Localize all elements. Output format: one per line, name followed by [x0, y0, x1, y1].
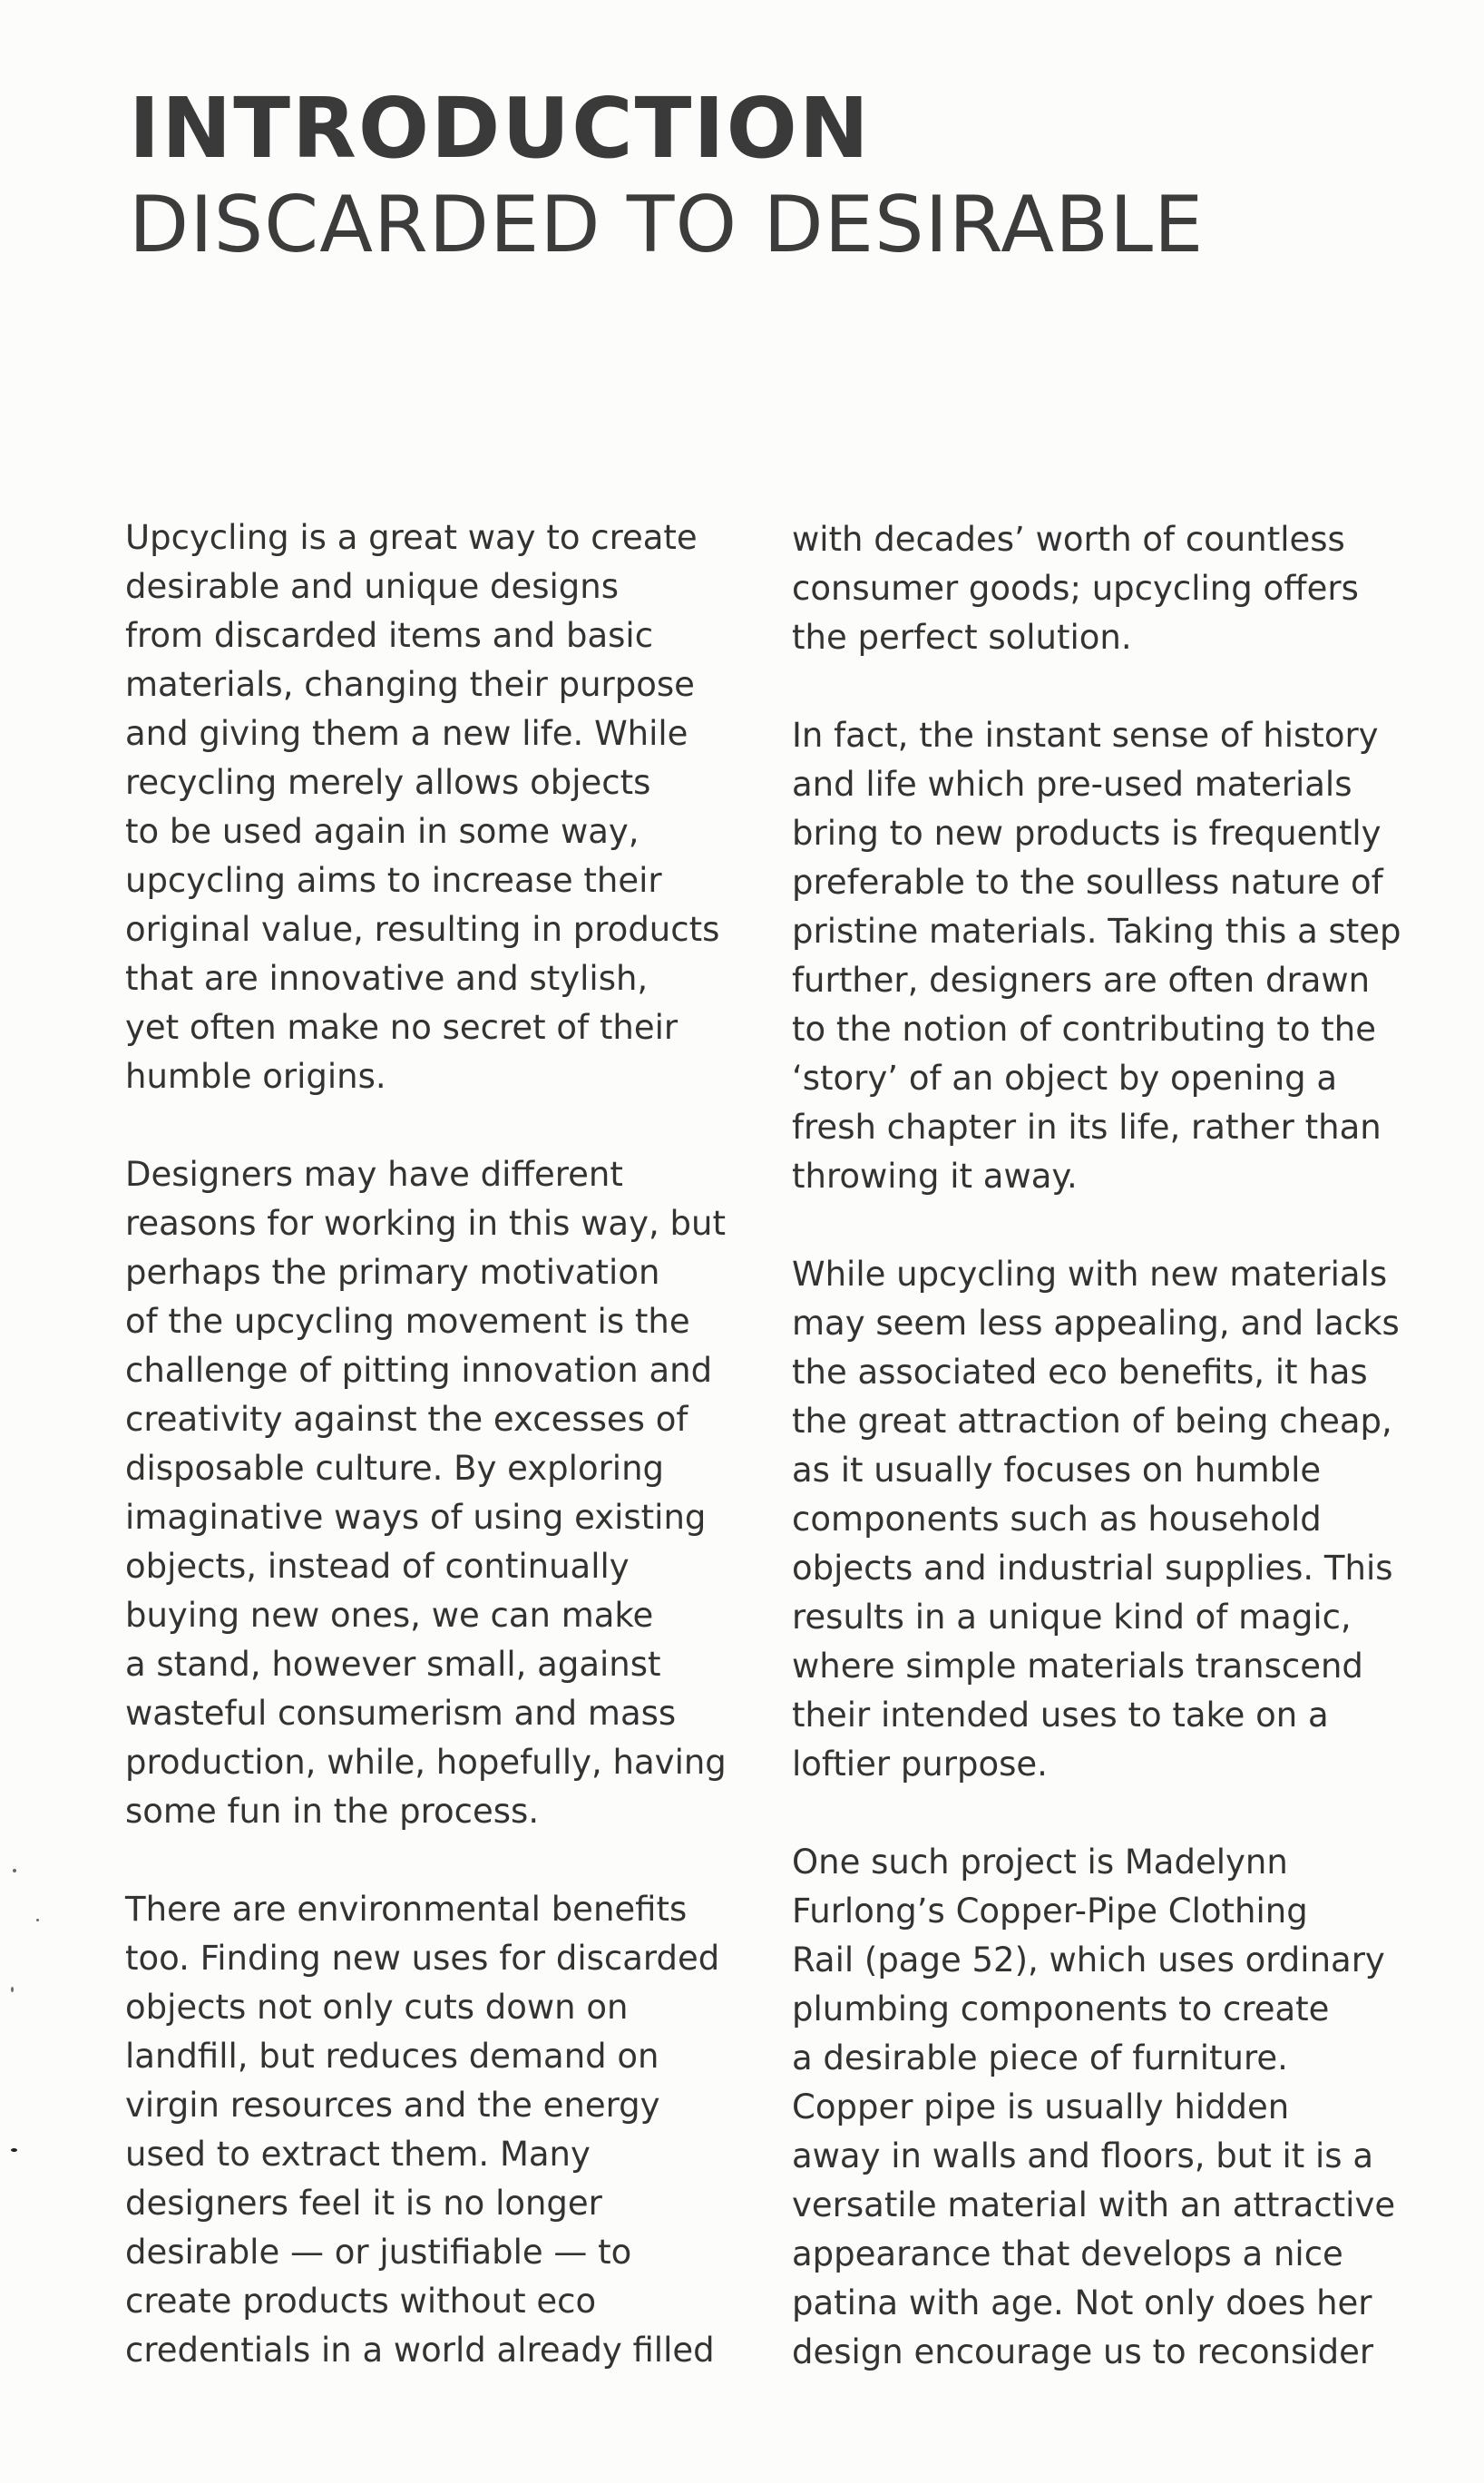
- text-line: recycling merely allows objects: [125, 763, 651, 802]
- text-line: as it usually focuses on humble: [792, 1451, 1322, 1490]
- right-paragraph-4: [792, 1838, 1427, 2377]
- paragraph-gap: [792, 662, 1427, 711]
- text-line: yet often make no secret of their: [125, 1008, 679, 1047]
- right-text-column: [792, 515, 1427, 2377]
- text-line: the perfect solution.: [792, 618, 1132, 657]
- text-line: a stand, however small, against: [125, 1645, 661, 1684]
- text-line: original value, resulting in products: [125, 910, 720, 949]
- text-line: creativity against the excesses of: [125, 1400, 688, 1439]
- title-block: [129, 80, 1399, 272]
- text-line: of the upcycling movement is the: [125, 1302, 690, 1341]
- text-line: disposable culture. By exploring: [125, 1449, 665, 1488]
- text-line: wasteful consumerism and mass: [125, 1694, 677, 1733]
- paragraph-gap: [125, 1836, 760, 1885]
- text-line: loftier purpose.: [792, 1745, 1048, 1784]
- text-line: versatile material with an attractive: [792, 2185, 1396, 2224]
- text-line: credentials in a world already filled: [125, 2331, 715, 2370]
- text-line: desirable — or justifiable — to: [125, 2233, 632, 2272]
- text-line: reasons for working in this way, but: [125, 1204, 726, 1243]
- text-line: While upcycling with new materials: [792, 1255, 1388, 1294]
- text-line: landfill, but reduces demand on: [125, 2037, 659, 2076]
- text-line: desirable and unique designs: [125, 567, 620, 606]
- text-line: There are environmental benefits: [125, 1890, 688, 1929]
- text-line: that are innovative and stylish,: [125, 959, 649, 998]
- text-line: components such as household: [792, 1500, 1322, 1539]
- text-line: their intended uses to take on a: [792, 1696, 1329, 1735]
- text-line: a desirable piece of furniture.: [792, 2038, 1288, 2077]
- text-line: may seem less appealing, and lacks: [792, 1304, 1400, 1343]
- text-line: One such project is Madelynn: [792, 1843, 1288, 1882]
- text-line: Rail (page 52), which uses ordinary: [792, 1940, 1385, 1980]
- text-line: design encourage us to reconsider: [792, 2332, 1374, 2371]
- scan-speck: [36, 1919, 39, 1921]
- text-line: create products without eco: [125, 2282, 597, 2321]
- text-line: upcycling aims to increase their: [125, 861, 662, 900]
- text-line: preferable to the soulless nature of: [792, 863, 1383, 902]
- text-line: the associated eco benefits, it has: [792, 1353, 1368, 1392]
- paragraph-gap: [792, 1789, 1427, 1838]
- scan-speck: [11, 1987, 14, 1992]
- left-paragraph-2: [125, 1150, 760, 1836]
- text-line: objects and industrial supplies. This: [792, 1549, 1393, 1588]
- text-line: materials, changing their purpose: [125, 665, 695, 704]
- left-text-column: [125, 513, 760, 2375]
- text-line: perhaps the primary motivation: [125, 1253, 660, 1292]
- text-line: too. Finding new uses for discarded: [125, 1939, 720, 1978]
- text-line: further, designers are often drawn: [792, 961, 1371, 1000]
- right-paragraph-3: [792, 1250, 1427, 1789]
- text-line: In fact, the instant sense of history: [792, 716, 1379, 755]
- text-line: from discarded items and basic: [125, 616, 654, 655]
- text-line: some fun in the process.: [125, 1792, 540, 1831]
- paragraph-gap: [125, 1101, 760, 1150]
- text-line: to the notion of contributing to the: [792, 1010, 1377, 1049]
- right-paragraph-1: [792, 515, 1427, 662]
- text-line: virgin resources and the energy: [125, 2086, 660, 2125]
- text-line: objects, instead of continually: [125, 1547, 630, 1586]
- text-line: results in a unique kind of magic,: [792, 1598, 1352, 1637]
- text-line: and life which pre-used materials: [792, 765, 1352, 804]
- text-line: to be used again in some way,: [125, 812, 639, 851]
- text-line: imaginative ways of using existing: [125, 1498, 707, 1537]
- text-line: where simple materials transcend: [792, 1647, 1363, 1686]
- page-title: INTRODUCTION: [129, 80, 871, 177]
- text-line: pristine materials. Taking this a step: [792, 912, 1401, 951]
- text-line: production, while, hopefully, having: [125, 1743, 727, 1782]
- text-line: used to extract them. Many: [125, 2135, 591, 2174]
- text-line: buying new ones, we can make: [125, 1596, 654, 1635]
- text-line: ‘story’ of an object by opening a: [792, 1059, 1338, 1098]
- text-line: plumbing components to create: [792, 1989, 1330, 2028]
- text-line: Furlong’s Copper-Pipe Clothing: [792, 1892, 1308, 1931]
- text-line: Designers may have different: [125, 1155, 623, 1194]
- scan-speck: [11, 2148, 17, 2152]
- left-paragraph-1: [125, 513, 760, 1101]
- text-line: the great attraction of being cheap,: [792, 1402, 1392, 1441]
- text-line: away in walls and floors, but it is a: [792, 2136, 1373, 2175]
- text-line: consumer goods; upcycling offers: [792, 569, 1359, 608]
- text-line: bring to new products is frequently: [792, 814, 1381, 853]
- text-line: designers feel it is no longer: [125, 2184, 602, 2223]
- paragraph-gap: [792, 1201, 1427, 1250]
- right-paragraph-2: [792, 711, 1427, 1201]
- text-line: Copper pipe is usually hidden: [792, 2087, 1290, 2126]
- text-line: objects not only cuts down on: [125, 1988, 629, 2027]
- text-line: challenge of pitting innovation and: [125, 1351, 713, 1390]
- text-line: with decades’ worth of countless: [792, 520, 1345, 559]
- text-line: fresh chapter in its life, rather than: [792, 1108, 1381, 1147]
- text-line: humble origins.: [125, 1057, 386, 1096]
- text-line: patina with age. Not only does her: [792, 2283, 1372, 2322]
- text-line: throwing it away.: [792, 1157, 1078, 1196]
- scan-speck: [13, 1869, 16, 1872]
- text-line: Upcycling is a great way to create: [125, 518, 698, 557]
- text-line: appearance that develops a nice: [792, 2234, 1343, 2273]
- text-line: and giving them a new life. While: [125, 714, 688, 753]
- page-subtitle: DISCARDED TO DESIRABLE: [129, 180, 1205, 270]
- left-paragraph-3: [125, 1885, 760, 2375]
